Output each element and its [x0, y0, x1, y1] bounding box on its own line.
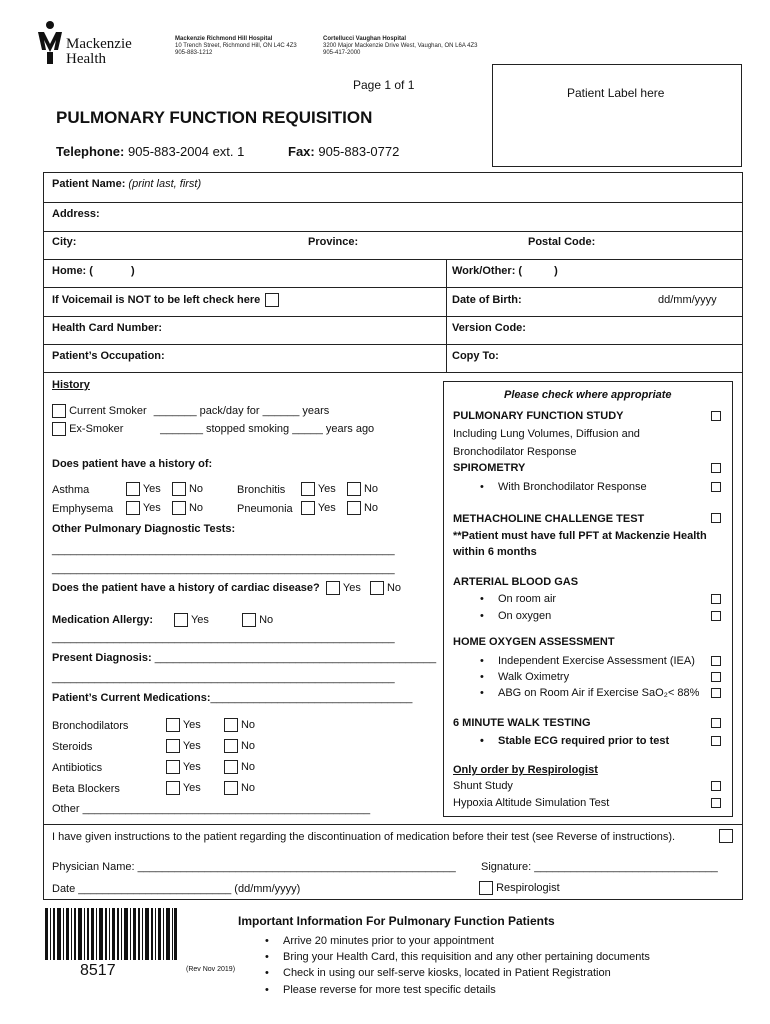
home-phone-close: ) [130, 265, 135, 277]
pneumonia-label: Pneumonia [237, 503, 293, 515]
metha-note-2: within 6 months [453, 546, 537, 558]
metha-note-1: **Patient must have full PFT at Mackenzie Health [453, 530, 707, 542]
bronchodilators-label: Bronchodilators [52, 720, 129, 732]
current-meds-row[interactable] [52, 692, 412, 704]
abg-room-air-checkbox[interactable] [711, 688, 721, 698]
respirologist-label: Respirologist [496, 881, 560, 894]
info-title: Important Information For Pulmonary Function Patients [238, 914, 555, 928]
med-allergy-no-label: No [259, 613, 274, 626]
pneumonia-no-label: No [363, 501, 378, 514]
copy-to-field[interactable]: Copy To: [452, 350, 499, 362]
hospital-2-name: Cortellucci Vaughan Hospital [323, 36, 407, 42]
med-allergy-row [52, 613, 273, 627]
pfs-desc-2: Bronchodilator Response [453, 446, 577, 458]
patient-name-hint: (print last, first) [128, 178, 202, 190]
hypoxia-test-label: Hypoxia Altitude Simulation Test [453, 797, 610, 809]
beta-blockers-no-label: No [240, 781, 255, 794]
shunt-study-checkbox[interactable] [711, 781, 721, 791]
bronchitis-no-label: No [363, 482, 378, 495]
beta-blockers-label: Beta Blockers [52, 783, 120, 795]
current-smoker-detail: _______ pack/day for ______ years [153, 404, 330, 417]
six-min-walk-checkbox[interactable] [711, 718, 721, 728]
patient-label-box [492, 64, 742, 167]
antibiotics-yes-checkbox[interactable] [166, 760, 180, 774]
info-item-2: • Bring your Health Card, this requisition and any other pertaining documents [283, 951, 650, 963]
ex-smoker-label: Ex-Smoker [69, 422, 124, 435]
home-phone-field[interactable] [52, 265, 135, 277]
emphysema-options [126, 501, 203, 515]
occupation-field[interactable]: Patient’s Occupation: [52, 350, 165, 362]
beta-blockers-options [166, 781, 255, 795]
emphysema-no-checkbox[interactable] [172, 501, 186, 515]
steroids-label: Steroids [52, 741, 93, 753]
bronchodilators-yes-checkbox[interactable] [166, 718, 180, 732]
info-item-3: • Check in using our self-serve kiosks, located in Patient Registration [283, 967, 611, 979]
respirologist-only-label: Only order by Respirologist [453, 764, 598, 776]
pneumonia-yes-checkbox[interactable] [301, 501, 315, 515]
abg-air-checkbox[interactable] [711, 594, 721, 604]
cardiac-yes-checkbox[interactable] [326, 581, 340, 595]
antibiotics-yes-label: Yes [182, 760, 201, 773]
barcode [45, 908, 177, 968]
med-allergy-line[interactable]: ________________________________________________________ [52, 632, 395, 644]
cardiac-no-checkbox[interactable] [370, 581, 384, 595]
bronchitis-yes-label: Yes [317, 482, 336, 495]
pfs-desc-1: Including Lung Volumes, Diffusion and [453, 428, 640, 440]
other-tests-line-1[interactable]: ________________________________________________________ [52, 544, 395, 556]
other-tests-line-2[interactable]: ________________________________________________________ [52, 563, 395, 575]
work-phone-label: Work/Other: ( [452, 265, 523, 277]
hospital-1-address: 10 Trench Street, Richmond Hill, ON L4C 4Z3 [175, 43, 297, 49]
history-question: Does patient have a history of: [52, 458, 213, 470]
hypoxia-test-checkbox[interactable] [711, 798, 721, 808]
hospital-2-phone: 905-417-2000 [323, 50, 361, 56]
spirometry-label: SPIROMETRY [453, 462, 526, 474]
bronchitis-yes-checkbox[interactable] [301, 482, 315, 496]
beta-blockers-yes-label: Yes [182, 781, 201, 794]
spiro-bd-checkbox[interactable] [711, 482, 721, 492]
med-allergy-label: Medication Allergy: [52, 613, 154, 626]
med-allergy-no-checkbox[interactable] [242, 613, 256, 627]
asthma-label: Asthma [52, 484, 90, 496]
antibiotics-options [166, 760, 255, 774]
home-phone-label: Home: ( [52, 265, 93, 277]
dob-field[interactable]: Date of Birth: [452, 294, 522, 306]
bronchitis-label: Bronchitis [237, 484, 286, 496]
fax-value: 905-883-0772 [318, 144, 400, 159]
abg-oxygen-checkbox[interactable] [711, 611, 721, 621]
antibiotics-no-checkbox[interactable] [224, 760, 238, 774]
patient-label-text: Patient Label here [567, 86, 665, 100]
current-meds-label: Patient’s Current Medications: [52, 692, 211, 704]
city-field[interactable]: City: [52, 236, 77, 248]
med-allergy-yes-label: Yes [190, 613, 209, 626]
info-item-1: • Arrive 20 minutes prior to your appointment [283, 935, 494, 947]
emphysema-yes-checkbox[interactable] [126, 501, 140, 515]
voicemail-label: If Voicemail is NOT to be left check here [52, 293, 261, 306]
steroids-yes-checkbox[interactable] [166, 739, 180, 753]
fax-label: Fax: [288, 144, 315, 159]
info-item-4: • Please reverse for more test specific details [283, 984, 496, 996]
six-min-walk-label: 6 MINUTE WALK TESTING [453, 717, 591, 729]
health-card-field[interactable]: Health Card Number: [52, 322, 163, 334]
ex-smoker-detail: _______ stopped smoking _____ years ago [160, 422, 375, 435]
bronchitis-no-checkbox[interactable] [347, 482, 361, 496]
province-field[interactable]: Province: [308, 236, 359, 248]
logo-text-1: Mackenzie [66, 36, 132, 52]
emphysema-yes-label: Yes [142, 501, 161, 514]
voicemail-row [52, 293, 279, 307]
antibiotics-no-label: No [240, 760, 255, 773]
home-oxygen-label: HOME OXYGEN ASSESSMENT [453, 636, 615, 648]
hospital-1-info [175, 36, 297, 57]
bronchodilators-yes-label: Yes [182, 718, 201, 731]
history-heading: History [52, 379, 90, 391]
abg-air-label: • On room air [498, 593, 556, 605]
current-smoker-row [52, 404, 329, 418]
iea-checkbox[interactable] [711, 656, 721, 666]
respirologist-checkbox[interactable] [479, 881, 493, 895]
hospital-2-info [323, 36, 478, 57]
stable-ecg-checkbox[interactable] [711, 736, 721, 746]
version-code-field[interactable]: Version Code: [452, 322, 526, 334]
abg-room-air-label: • ABG on Room Air if Exercise SaO₂< 88% [498, 687, 699, 699]
postal-code-field[interactable]: Postal Code: [528, 236, 596, 248]
med-allergy-yes-checkbox[interactable] [174, 613, 188, 627]
signature-field[interactable]: Signature: ______________________________ [481, 861, 718, 873]
patient-name-label: Patient Name: [52, 178, 126, 190]
current-smoker-label: Current Smoker [69, 404, 147, 417]
present-diagnosis-label: Present Diagnosis: [52, 652, 152, 664]
pfs-checkbox[interactable] [711, 411, 721, 421]
emphysema-no-label: No [188, 501, 203, 514]
pneumonia-no-checkbox[interactable] [347, 501, 361, 515]
other-meds-label: Other [52, 803, 80, 815]
cardiac-no-label: No [386, 581, 402, 594]
spiro-bd-label: • With Bronchodilator Response [498, 481, 647, 493]
bronchodilators-options [166, 718, 255, 732]
present-diagnosis-line-2[interactable]: ________________________________________________________ [52, 672, 395, 684]
bronchodilators-no-checkbox[interactable] [224, 718, 238, 732]
cardiac-yes-label: Yes [342, 581, 361, 594]
barcode-number: 8517 [80, 962, 116, 979]
asthma-no-checkbox[interactable] [172, 482, 186, 496]
beta-blockers-no-checkbox[interactable] [224, 781, 238, 795]
telephone-value: 905-883-2004 ext. 1 [128, 144, 245, 159]
present-diagnosis-line: ______________________________________________ [154, 652, 437, 664]
hospital-1-phone: 905-883-1212 [175, 50, 213, 56]
date-field[interactable]: Date _________________________ (dd/mm/yyyy) [52, 883, 301, 895]
walk-oximetry-label: • Walk Oximetry [498, 671, 569, 683]
asthma-yes-checkbox[interactable] [126, 482, 140, 496]
abg-oxygen-label: • On oxygen [498, 610, 551, 622]
steroids-no-checkbox[interactable] [224, 739, 238, 753]
ex-smoker-row [52, 422, 374, 436]
logo-text-2: Health [66, 51, 106, 67]
steroids-no-label: No [240, 739, 255, 752]
instructions-statement: I have given instructions to the patient regarding the discontinuation of medication before their test (see Reverse of instructions). [52, 831, 676, 843]
asthma-options [126, 482, 203, 496]
current-meds-line: _________________________________ [210, 692, 413, 704]
pneumonia-yes-label: Yes [317, 501, 336, 514]
bronchitis-options [301, 482, 378, 496]
patient-name-field[interactable] [52, 178, 201, 190]
mackenzie-logo-icon [36, 20, 64, 66]
metha-label: METHACHOLINE CHALLENGE TEST [453, 513, 645, 525]
steroids-options [166, 739, 255, 753]
address-field[interactable]: Address: [52, 208, 100, 220]
asthma-no-label: No [188, 482, 203, 495]
pneumonia-options [301, 501, 378, 515]
ex-smoker-checkbox[interactable] [52, 422, 66, 436]
bronchodilators-no-label: No [240, 718, 255, 731]
cardiac-row [52, 581, 401, 595]
tests-instruction: Please check where appropriate [504, 389, 672, 401]
physician-name-field[interactable]: Physician Name: ____________________________________________________ [52, 861, 456, 873]
cardiac-label: Does the patient have a history of cardiac disease? [52, 581, 320, 594]
walk-oximetry-checkbox[interactable] [711, 672, 721, 682]
work-phone-field[interactable] [452, 265, 558, 277]
barcode-icon [45, 908, 177, 960]
telephone [56, 144, 244, 159]
current-smoker-checkbox[interactable] [52, 404, 66, 418]
stable-ecg-label: • Stable ECG required prior to test [498, 735, 669, 747]
voicemail-checkbox[interactable] [265, 293, 279, 307]
emphysema-label: Emphysema [52, 503, 114, 515]
fax [288, 144, 399, 159]
dob-format: dd/mm/yyyy [658, 294, 717, 306]
asthma-yes-label: Yes [142, 482, 161, 495]
pfs-label: PULMONARY FUNCTION STUDY [453, 410, 624, 422]
iea-label: • Independent Exercise Assessment (IEA) [498, 655, 695, 667]
revision-date: (Rev Nov 2019) [186, 966, 236, 973]
page-title: PULMONARY FUNCTION REQUISITION [56, 108, 373, 127]
spirometry-checkbox[interactable] [711, 463, 721, 473]
antibiotics-label: Antibiotics [52, 762, 103, 774]
other-meds-row[interactable] [52, 803, 370, 815]
shunt-study-label: Shunt Study [453, 780, 513, 792]
other-tests-label: Other Pulmonary Diagnostic Tests: [52, 523, 236, 535]
hospital-2-address: 3200 Major Mackenzie Drive West, Vaughan, ON L6A 4Z3 [323, 43, 478, 49]
instructions-checkbox[interactable] [719, 829, 733, 843]
page-number: Page 1 of 1 [353, 78, 415, 92]
metha-checkbox[interactable] [711, 513, 721, 523]
steroids-yes-label: Yes [182, 739, 201, 752]
present-diagnosis-row[interactable] [52, 652, 436, 664]
abg-label: ARTERIAL BLOOD GAS [453, 576, 579, 588]
hospital-1-name: Mackenzie Richmond Hill Hospital [175, 36, 273, 42]
other-meds-line: _______________________________________________ [82, 803, 371, 815]
work-phone-close: ) [554, 265, 558, 277]
telephone-label: Telephone: [56, 144, 125, 159]
beta-blockers-yes-checkbox[interactable] [166, 781, 180, 795]
respirologist-row [479, 881, 560, 895]
mackenzie-logo [36, 20, 136, 66]
